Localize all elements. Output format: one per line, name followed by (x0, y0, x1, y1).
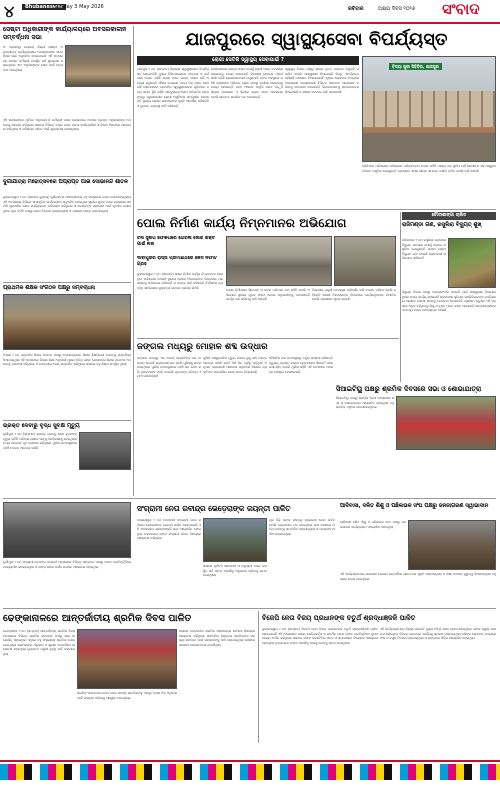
adivasi-text-2: ଏହି କାର୍ଯ୍ୟକ୍ରମରେ ସରକାରୀ ଯୋଜନା ସମ୍ପର୍କରେ ସଚେତନତା ସୃଷ୍ଟି କରାଯାଇଥିଲା ଓ ଶିକ୍ଷା ଉପରେ ଗୁରୁତ୍ୱ ଦିଆଯାଇଥିଲା ବହୁ ଲୋକ ଯୋଗ ଦେଇଥିଲେ (340, 572, 496, 581)
sangrami-text-2: ସଭାରେ ପୂର୍ବତନ ସହଯୋଗୀ ଓ ଅନୁଗାମୀ ମାନେ ଉପସ୍ଥିତ ରହି ତାଙ୍କ ଆଦର୍ଶକୁ ଅନୁସରଣ କରିବାକୁ ଶପଥ ନେଇଥିଲେ (203, 564, 267, 578)
right-top-text: ହସପିଟାଲ ପରିସରରେ ପରିଷ୍କାର ପରିଚ୍ଛନ୍ନତା ଅଭାବ ରହିଛି ପାନୀୟ ଜଳ ସୁବିଧା ନାହିଁ ରୋଗୀଙ୍କ ସହ ଆସୁଥିବା ପରିଜନ ଅସୁବିଧା ଭୋଗୁଛନ୍ତି ପ୍ରଶାସନ ଏହାର ଶୀଘ୍ର ସମାଧାନ କରିବା ଉଚିତ ବୋଲି ଦାବି ହେଉଛି (362, 164, 496, 173)
left-headline-3: ପ୍ରାଥମିକ ଶିକ୍ଷକ ସଂଗଠନ ପକ୍ଷରୁ ସମ୍ବର୍ଦ୍ଧନା (3, 285, 95, 291)
row-divider-1 (137, 209, 496, 210)
dhenkanal-text-2: ସଭାରେ ବକ୍ତାମାନେ ଶ୍ରମିକ ଆନ୍ଦୋଳନର ଇତିହାସ ବିଷୟରେ ଆଲୋଚନା କରିଥିଲେ ଅସଂଗଠିତ କ୍ଷେତ୍ରର ଶ୍ରମିକଙ୍କ ସମସ୍ୟା ସମାଧାନ ପାଇଁ ସରକାରଙ୍କୁ ଦାବି କରାଯାଇଥିଲା ଶେଷରେ ସହରରେ ଶୋଭାଯାତ୍ରା ବାହାରିଥିଲା (179, 629, 255, 647)
left-divider-2 (3, 282, 131, 283)
masthead-logo: ସଂବାଦ (442, 0, 480, 18)
sangrami-left-text: ଦୁର୍ଗାପୁର ୨ ମେ ସଂଗ୍ରାମୀ ନେତାଙ୍କ ଜୟନ୍ତୀ ଅବସରରେ ବିଭିନ୍ନ ସଙ୍ଗଠନ ପକ୍ଷରୁ ତାଙ୍କ ପ୍ରତିମୂର୍ତ୍ତିରେ ମାଲ୍ୟାର୍ପଣ କରାଯାଇଥିଲା ଓ ତାଙ୍କ ଜୀବନ ଦର୍ଶନ ଉପରେ ଆଲୋଚନା ହୋଇଥିଲା (3, 560, 131, 569)
left-article-1-text: ୨୮ ଲୋକବରୁ ନୟାଗଡ଼ ଜିଲ୍ଲା ସେଷ୍ଟା ଅଧିକାରୀଙ୍କ କାର୍ଯ୍ୟାଳୟରେ ଅବସରକାଳୀନ ସମ୍ବର୍ଦ୍ଧନା ସଭା ଅନୁଷ୍ଠିତ ହୋଇଯାଇଛି ଏହି ଅବସରରେ ସମସ୍ତ କର୍ମଚାରୀ ଉପସ୍ଥିତ ରହି ଶୁଭେଚ୍ଛା ଜଣାଇଥିଲେ ଏବଂ ଅଧିକାରୀଙ୍କ ସେବା ପାଇଁ ଧନ୍ୟବାଦ ଦେଇଥିଲେ (3, 45, 63, 72)
row-divider-4 (3, 608, 496, 609)
left-divider-1 (3, 176, 131, 177)
dhenkanal-headline: ଢେଙ୍କାନାଳରେ ଆନ୍ତର୍ଜାତୀୟ ଶ୍ରମିକ ଦିବସ ପାଳିତ (3, 613, 192, 624)
citu-headline: ସିଆଇଟିୟୁ ପକ୍ଷରୁ ଶ୍ରମିକ ଦିବସରେ ସଭା ଓ ଶୋଭାଯାତ୍ରା (336, 385, 482, 393)
left-photo-2 (3, 294, 131, 350)
left-article-2-text: ଭୁବନେଶ୍ୱର ୨ ମେ (ସମ୍ବାଦ ବ୍ୟୁରୋ) ଦୁର୍ଗାଯାତ୍ରା ମହୋତ୍ସବରେ ବହୁ ସଂଖ୍ୟାରେ ଭକ୍ତ ଯୋଗଦେଇଥିଲେ ଏହି ଅବସରରେ ବିଭିନ୍ନ ସାଂସ୍କୃତିକ କାର୍ଯ୍ୟକ୍ରମ ଅନୁଷ୍ଠିତ ହୋଇଥିଲା ସ୍ଥାନୀୟ ଯୁବକ ମାନେ ପ୍ରଶାସନ ସହ ମିଶି ଶୃଙ୍ଖଳିତ ଭାବେ କାର୍ଯ୍ୟକ୍ରମ ପରିଚାଳନା କରିଥିଲେ ଓ ସମସ୍ତଙ୍କ ସହଯୋଗ ପାଇଁ କୃତଜ୍ଞତା ଜଣାଇଥିଲେ ପୂଜା କମିଟି ପକ୍ଷରୁ ଭୋଗ ବିତରଣ କରାଯାଇଥିଲା ଓ ପ୍ରସାଦ ସେବନ କରାଯାଇଥିଲା (3, 195, 131, 213)
bridge-photo (226, 236, 332, 286)
right-photo-1 (448, 238, 496, 288)
left-article-3-text: ମିଶ୍ରୀ ୨ ମେ ପ୍ରାଥମିକ ଶିକ୍ଷକ ସଂଗଠନ ପକ୍ଷରୁ ଅବସରପ୍ରାପ୍ତ ଶିକ୍ଷକ ଶିକ୍ଷୟିତ୍ରୀ ମାନଙ୍କୁ ସମ୍ବର୍ଦ୍ଧନା ଦିଆଯାଇଥିଲା ଏହି ଅବସରରେ ଜିଲ୍ଲା ଶିକ୍ଷା ଅଧିକାରୀ ମୁଖ୍ୟ ଅତିଥି ଭାବେ ଯୋଗଦେଇ ଶିକ୍ଷକ ମାନଙ୍କ ଅବଦାନକୁ ପ୍ରଶଂସା କରିଥିଲେ ଓ ଉତ୍ତରୀୟ ଦେଇ ସମ୍ମାନିତ କରିଥିଲେ ସଭାରେ ବହୁ ଶିକ୍ଷକ ଉପସ୍ଥିତ ଥିଲେ (3, 353, 131, 367)
citu-text: ସିଆଇଟିୟୁ ପକ୍ଷରୁ ଶ୍ରମିକ ଦିବସ ଅବସରରେ ସଭା ଓ ଶୋଭାଯାତ୍ରା ଆୟୋଜିତ ହୋଇଥିଲା ବହୁ ଶ୍ରମିକ ଏଥିରେ ଯୋଗଦେଇଥିଲେ (336, 396, 394, 410)
left-photo-1 (65, 45, 131, 87)
right-article-1-text-b: ବିଦ୍ୟୁତ ବିଭାଗ ପକ୍ଷରୁ ଟ୍ରାନ୍ସଫର୍ମର ମରାମତି ପାଇଁ ଆଶ୍ୱାସନା ଦିଆଯାଇଥିଲେ ମଧ୍ୟ କାର୍ଯ୍ୟ ହୋଇନାହିଁ ଗ୍ରାମବାସୀ ଜୁନିୟର ଇଞ୍ଜିନିୟରଙ୍କ କାର୍ଯ୍ୟାଳୟ ଆଗରେ ଧାରଣା ଦେବାକୁ ଚେତାବନୀ ଦେଇଛନ୍ତି ଗ୍ରୀଷ୍ମ ଋତୁରେ ଏହି ସମସ୍ୟା ଅଧିକ ବଢ଼ିଥିବାରୁ ଶିଶୁ ଓ ବୃଦ୍ଧ ମାନେ କଷ୍ଟ ପାଉଛନ୍ତି ଛାତ୍ରଛାତ୍ରୀଙ୍କ ପାଠପଢ଼ା ମଧ୍ୟ ବାଧାପ୍ରାପ୍ତ ହେଉଛି (402, 290, 496, 313)
right-headline-1: ରାଜିମଣ୍ଡା ଗଣ, ରସୁଲିରା ବିଦ୍ୟୁତ୍ ଶୁଖ୍ (402, 222, 482, 228)
left-article-1-text-b: ଏହି ସମାରୋହରେ ପୂର୍ବତନ ଅଧିକାରୀ ଓ କର୍ମଚାରୀ ମାନେ ଯୋଗଦେଇ ଅବସର ପ୍ରାପ୍ତ ଅଧିକାରୀଙ୍କ ଅବଦାନକୁ ସ୍ମରଣ କରିଥିଲେ ସଭାରେ ବିଭିନ୍ନ ବକ୍ତା ମାନେ ତାଙ୍କ କାର୍ଯ୍ୟଶୈଳୀ ଓ ନିଷ୍ଠା ବିଷୟରେ ଆଲୋଚନା କରିଥିଲେ ଓ ଭବିଷ୍ୟତ ଜୀବନ ପାଇଁ ଶୁଭକାମନା ଜଣାଇଥିଲେ (3, 118, 131, 132)
photo-building (363, 91, 496, 127)
pole-headline: ପୋଲ ନିର୍ମାଣ କାର୍ଯ୍ୟ ନିମ୍ନମାନର ଅଭିଯୋଗ (137, 216, 347, 230)
color-registration-marks (0, 764, 500, 780)
hospital-photo (362, 56, 496, 162)
jungle-headline: ଜଙ୍ଗଲ ମଧ୍ୟରୁ ମୋହାଳ ଶବ୍ଦ ଉଦ୍ଧାର (137, 342, 268, 352)
sangrami-text-3: ଯୁବ ପିଢ଼ି ତାଙ୍କ ଜୀବନରୁ ପ୍ରେରଣା ନେବା ଉଚିତ ବୋଲି ବକ୍ତାମାନେ ମତ ଦେଇଥିଲେ ସଭା ଶେଷରେ ଅତିଥି ମାନଙ୍କୁ ସମ୍ମାନିତ କରାଯାଇଥିଲା ଓ ଧନ୍ୟବାଦ ଅର୍ପଣ କରାଯାଇଥିଲା (269, 518, 335, 536)
main-headline: ଯାଜପୁରରେ ସ୍ୱାସ୍ଥ୍ୟସେବା ବିପର୍ଯ୍ୟସ୍ତ (185, 30, 448, 50)
citu-photo (396, 396, 496, 450)
col-divider-left (133, 26, 134, 496)
photo-banner: ବିଦ୍ୟା ପୁରୀ ସିବିବିଲ, ଯାଜପୁର (389, 63, 442, 70)
center-band: ରୋଗୀ ସେତିକି ସ୍ୱାସ୍ଥ୍ୟ ସେବାପାଇଁ ? (137, 56, 359, 65)
jungle-text-2: ପୁଲିସ ଅସ୍ୱାଭାବିକ ମୃତ୍ୟୁ ମାମଲା ରୁଜୁ କରି ତଦନ୍ତ ଆରମ୍ଭ କରିଛି ଶବଟି କିଛି ଦିନ ପୂର୍ବରୁ ପଡ଼ିଥିବା ଅନୁମାନ କରାଯାଉଛି ଆଖପାଖ ଗ୍ରାମରେ ନିଖୋଜ ବ୍ୟକ୍ତିଙ୍କ ସମ୍ପର୍କରେ ଖୋଜ ଖବର ନିଆଯାଉଛି (203, 356, 267, 374)
left-article-4-text: ଦୁର୍ଗାପୁର ୨ ମେ (ସମ୍ବାଦ) ଭ୍ରକ୍ତ ଦେବାରୁ ଜଣେ ବୃଦ୍ଧଙ୍କ ମୃତ୍ୟୁ ଘଟିଛି ପରିବାର ଲୋକେ ତାଙ୍କୁ ମେଡ଼ିକାଲକୁ ନେଇଥିଲେ ମଧ୍ୟ ଡାକ୍ତର ମୃତ ଘୋଷଣା କରିଥିଲେ ପୁଲିସ ଘଟଣାସ୍ଥଳରେ ପହଞ୍ଚି ତଦନ୍ତ ଆରମ୍ଭ କରିଛି (3, 432, 77, 450)
sangrami-headline: ସଂଗ୍ରାମୀ ନେତା ରବୀନ୍ଦ୍ର ଭେଡ଼େରାଙ୍କ ଜୟନ୍ତୀ ପାଳିତ (137, 504, 291, 513)
page-number: ୪ (4, 2, 15, 21)
dhenkanal-photo (77, 629, 177, 689)
footer-rule (0, 760, 500, 762)
page-header (0, 0, 500, 24)
left-headline-1: ସେଷ୍ଟା ଅଧିକାରୀଙ୍କ କାର୍ଯ୍ୟାଳୟରେ ଅବସରକାଳୀନ ସମ୍ବର୍ଦ୍ଧନା ସଭା (3, 26, 127, 41)
day-or: ରବିବାର (348, 6, 364, 12)
left-divider-3 (3, 420, 131, 421)
center-mid-text: ପୋଲ ନିର୍ମାଣରେ ସିମେଣ୍ଟ ଓ ଛଡ଼ର ପରିମାଣ କମ୍ ରହିଛି ବୋଲି ଅଭିଯୋଗ ସ୍ଥାନୀୟ ଯୁବକ ଫଟୋ ଉଠାଇ ଅଧିକାରୀଙ୍କୁ ପଠାଇଛନ୍ତି କାର୍ଯ୍ୟ ବନ୍ଦ କରିବାକୁ ଦାବି ହୋଇଛି (226, 288, 310, 302)
bjp-text-2: ଏହି କାର୍ଯ୍ୟକ୍ରମରେ ଜିଲ୍ଲା ସଭାପତି ମୁଖ୍ୟ ଅତିଥି ଭାବେ ଯୋଗ ଦେଇଥିଲେ ତାଙ୍କ ଦ୍ୱାରା ଆରମ୍ଭ ହୋଇଥିବା ବିଭିନ୍ନ ଉନ୍ନୟନ କାର୍ଯ୍ୟକୁ ସ୍ମରଣ କରାଯାଇଥିଲା ଦରିଦ୍ର ଲୋକଙ୍କ ମଧ୍ୟରେ ଫଳ ଓ ବସ୍ତ୍ର ବିତରଣ କରାଯାଇଥିଲା ଓ ରକ୍ତଦାନ ଶିବିର ଆୟୋଜିତ ହୋଇଥିଲା (380, 627, 496, 641)
dhenkanal-text-3: ଶ୍ରମିକ ସଙ୍ଗଠନର ନେତା ମାନେ ସମସ୍ତ ଶ୍ରମିକଙ୍କୁ ଏକଜୁଟ ହୋଇ ନିଜ ଅଧିକାର ପାଇଁ ସଂଗ୍ରାମ କରିବାକୁ ଆହ୍ୱାନ ଦେଇଥିଲେ (77, 691, 177, 700)
photo-road (363, 133, 496, 162)
adivasi-headline: ଆଦିବାସୀ, ଦଳିତ ଶିଶୁ ଓ ପଛିଲଭଳ ସଂଘ ପକ୍ଷରୁ ଜନଜାଗରଣ ସ୍ୱାଭାଦାନ (340, 503, 489, 509)
sangrami-photo-center (203, 518, 267, 562)
center-text-2: ମେଡ଼ିକାଲରେ ଶଯ୍ୟା ଅଭାବ ଯୋଗୁଁ ରୋଗୀ ମାନେ ଚଟାଣରେ ଶୋଇବାକୁ ବାଧ୍ୟ ହେଉଛନ୍ତି ବିଶେଷଜ୍ଞ ଡାକ୍ତର ପଦବୀ ଖାଲି ପଡ଼ିଛି ଲାବୋରେଟୋରୀ ଯନ୍ତ୍ରପାତି ଅଚଳ ଅବସ୍ଥାରେ ରହିଛି ରୋଗୀଙ୍କ ପରିବାର ଲୋକ ବାହାରୁ ପରୀକ୍ଷା କରାଇବାକୁ ବାଧ୍ୟ ହେଉଛନ୍ତି ଯାହା ଫଳରେ ଆର୍ଥିକ ବୋଝ ବଢ଼ୁଛି ଜିଲ୍ଲା ପ୍ରଶାସନ ଏ ଦିଗରେ ଧ୍ୟାନ ଦେବା ଆବଶ୍ୟକ ବୋଲି ସଚେତନ ନାଗରିକ ମତ ଦେଇଛନ୍ତି (211, 67, 283, 99)
sangrami-text-1: ବାଲେଶ୍ୱର ୨ ମେ (ସମ୍ବାଦ) ସଂଗ୍ରାମୀ ନେତା ରବୀନ୍ଦ୍ର ଭେଡ଼େରାଙ୍କ ଜୟନ୍ତୀ ପାଳିତ ହୋଇଯାଇଛି ଏହି ଅବସରରେ ଶ୍ରଦ୍ଧାଞ୍ଜଳି ସଭା ଆୟୋଜିତ ହୋଇଥିଲା ବକ୍ତାମାନେ ତାଙ୍କ ସଂଗ୍ରାମୀ ଜୀବନ ବିଷୟରେ ଆଲୋଚନା କରିଥିଲେ (137, 518, 201, 541)
left-headline-2: ଦୁର୍ଗାଯାତ୍ରା ମହୋତ୍ସବରେ ଅପ୍ରାପ୍ତ ପାଇଁ ସୋଭାନନ୍ଦ ଶୀତଳ (3, 179, 128, 185)
center-left-headline-1: ଚିନା ସୁନାଗ ଫେକିଗରେ ଗେରିଲି ଜୋରି ଶକ୍ତି ପାଇଁ ନାନା (137, 236, 215, 247)
city-label: Bhubaneswar (22, 4, 66, 10)
left-column (3, 26, 131, 496)
jungle-text-1: ଜଙ୍ଗଲ ମଧ୍ୟରୁ ଏକ ଅଜଣା ବ୍ୟକ୍ତିଙ୍କ ଶବ ଉଦ୍ଧାର ହୋଇଛି ଗ୍ରାମବାସୀ ଶବ ଦେଖି ପୁଲିସକୁ ଖବର ଦେଇଥିଲେ ପୁଲିସ ଘଟଣାସ୍ଥଳରେ ପହଞ୍ଚି ଶବ ଜବତ କରି ବ୍ୟବଚ୍ଛେଦ ପାଇଁ ପଠାଇଛି ମୃତକଙ୍କ ପରିଚୟ ଏଯାଏଁ ଜଣାପଡ଼ିନାହିଁ (137, 356, 201, 379)
bjp-text-1: ଭୁବନେଶ୍ୱର ୨ ମେ (ସମ୍ବାଦ) ବିଜେପି ନେତା ବିଜୟ ପ୍ରଧାନଙ୍କ ଚତୁର୍ଥ ଶ୍ରଦ୍ଧାଞ୍ଜଳି ପାଳିତ ହୋଇଯାଇଛି ଏହି ଅବସରରେ ଦଳୀୟ କାର୍ଯ୍ୟକର୍ତ୍ତା ଓ ସମର୍ଥକ ମାନେ ତାଙ୍କ ପ୍ରତିକୃତିରେ ପୁଷ୍ପମାଲ୍ୟ ଅର୍ପଣ କରିଥିଲେ ସଭାରେ ତାଙ୍କ ରାଜନୈତିକ ଜୀବନ ଓ ସମାଜସେବା ବିଷୟରେ ଆଲୋଚନା ହୋଇଥିଲା ବକ୍ତାମାନେ ତାଙ୍କ ଆଦର୍ଶକୁ ଆଗକୁ ନେବାକୁ ଶପଥ ନେଇଥିଲେ (262, 627, 378, 645)
adivasi-text-1: ଆଦିବାସୀ ଦଳିତ ଶିଶୁ ଓ ପଛିଲଭଳ ସଂଘ ପକ୍ଷରୁ ଜନଜାଗରଣ କାର୍ଯ୍ୟକ୍ରମ ଆୟୋଜିତ ହୋଇଥିଲା (340, 520, 406, 529)
sangrami-photo-left (3, 502, 131, 558)
row-divider-2 (137, 338, 399, 339)
bjp-headline: ବିଜେପି ନେତା ବିଜୟ ପ୍ରଧାନଙ୍କ ଚତୁର୍ଥ ଶ୍ରଦ୍ଧାଞ୍ଜଳି ପାଳିତ (262, 614, 416, 622)
row-divider-3 (3, 498, 496, 499)
center-left-text: ଭୁବନେଶ୍ୱର ୨ ମେ (ସମ୍ବାଦ) ରାସ୍ତା ନିର୍ମାଣ କାର୍ଯ୍ୟ ନିମ୍ନମାନର ହେଉଥିବା ଅଭିଯୋଗ ହୋଇଛି ସ୍ଥାନୀୟ ଲୋକେ ଠିକାଦାରଙ୍କ ବିରୋଧରେ ପ୍ରଶାସନକୁ ଅଭିଯୋଗ କରିଛନ୍ତି ଓ ତଦନ୍ତ ଦାବି କରିଛନ୍ତି ନିର୍ମାଣରେ ବ୍ୟବହୃତ ସାମଗ୍ରୀର ଗୁଣବତ୍ତା ଉପରେ ପ୍ରଶ୍ନ ଉଠିଛି (137, 272, 223, 290)
center-text-3: ସ୍ୱାସ୍ଥ୍ୟ ବିଭାଗ ପକ୍ଷରୁ ଶୀଘ୍ର ନୂତନ ଡାକ୍ତର ନିଯୁକ୍ତି କରାଯିବ ବୋଲି ଆଶ୍ୱାସନା ଦିଆଯାଇଛି କିନ୍ତୁ ଏପର୍ଯ୍ୟନ୍ତ କୌଣସି ପଦକ୍ଷେପ ନିଆଯାଇନାହିଁ ଏଥିରେ ଲୋକଙ୍କ ମଧ୍ୟରେ ଅସନ୍ତୋଷ ଦେଖାଦେଇଛି ବିଭିନ୍ନ ସଙ୍ଗଠନ ଆନ୍ଦୋଳନ କରିବାକୁ ଚେତାବନୀ ଦେଇଛନ୍ତି ଜିଲ୍ଲାପାଳଙ୍କୁ ସ୍ମାରକପତ୍ର ଦିଆଯାଇଛି ଓ ଶୀଘ୍ର ସମାଧାନ ଦାବି କରାଯାଇଛି (285, 67, 359, 94)
col-divider-right (400, 212, 401, 382)
adivasi-photo (408, 520, 496, 570)
center-right-text: ବିଭାଗୀୟ ଯନ୍ତ୍ରୀ ଘଟଣାସ୍ଥଳ ପରିଦର୍ଶନ କରି ତଦନ୍ତ କରିବେ ବୋଲି କହିଛନ୍ତି ଦୋଷୀ ଠିକାଦାରଙ୍କ ବିରୋଧରେ କାର୍ଯ୍ୟାନୁଷ୍ଠାନ ନିଆଯିବ ବୋଲି ପ୍ରଶାସନ ସୂଚନା ଦେଇଛି (312, 288, 396, 302)
col-divider-bottom (258, 611, 259, 743)
bridge-photo-2 (334, 236, 396, 286)
left-headline-4: ଭ୍ରକ୍ତ ଦେବାରୁ ବୃଦ୍ଧ ସୁବକ୍ଷ ମୃତ୍ୟୁ (3, 423, 80, 429)
left-photo-3 (79, 432, 131, 470)
right-band: ଚୌତୀଶୀଙ୍ଗା ଚାଲିତ (402, 212, 496, 220)
center-text-1: ଯାଜପୁର ୨ ମେ (ସମ୍ବାଦ) ଜିଲ୍ଲାର ସ୍ୱାସ୍ଥ୍ୟସେବା ବିପର୍ଯ୍ୟସ୍ତ ହୋଇପଡ଼ିଛି ମୁଖ୍ୟ ଚିକିତ୍ସାଳୟରେ ଡାକ୍ତର ଓ କର୍ମଚାରୀ ଅଭାବ ରହିଛି ରୋଗୀ ମାନେ ଘଣ୍ଟା ଘଣ୍ଟା ଧରି ଅପେକ୍ଷା କରୁଛନ୍ତି ଔଷଧ ଯୋଗାଣ ମଧ୍ୟ ଠିକ୍ ଭାବେ ହେଉନାହିଁ ଗ୍ରାମାଞ୍ଚଳର ପ୍ରାଥମିକ ସ୍ୱାସ୍ଥ୍ୟକେନ୍ଦ୍ର ଗୁଡ଼ିକରେ ମଧ୍ୟ ସମାନ ସ୍ଥିତି ରହିଛି ଆମ୍ବୁଲାନ୍ସ ସେବା ଅନିୟମିତ ହୋଇଥିବାରୁ ଜରୁରୀକାଳୀନ ରୋଗୀ ଅସୁବିଧାର ସମ୍ମୁଖୀନ ହେଉଛନ୍ତି ସ୍ଥାନୀୟ ଲୋକେ ସରକାରଙ୍କ ଦୃଷ୍ଟି ଆକର୍ଷଣ କରିଛନ୍ତି ଓ ତୁରନ୍ତ ବ୍ୟବସ୍ଥା ଦାବି କରିଛନ୍ତି (137, 67, 209, 108)
center-left-headline-2: ଦାବାପୁରର ରାସ୍ତା ପ୍ରମାଣର୍ଥରେ କେସ ନଫାଁଟି ଗ୍ରହ (137, 256, 218, 267)
dhenkanal-text-1: ଢେଙ୍କାନାଳ ୨ ମେ (ସମ୍ବାଦ) ଆନ୍ତର୍ଜାତୀୟ ଶ୍ରମିକ ଦିବସ ଅବସରରେ ବିଭିନ୍ନ ଶ୍ରମିକ ସଙ୍ଗଠନ ପକ୍ଷରୁ ସଭା ଆୟୋଜିତ ହୋଇଥିଲା ଏଥିରେ ବହୁ ସଂଖ୍ୟାରେ ଶ୍ରମିକ ଯୋଗ ଦେଇଥିଲେ ଶ୍ରମିକଙ୍କ ଅଧିକାର ଓ ସୁରକ୍ଷା ସମ୍ପର୍କରେ ଆଲୋଚନା ହୋଇଥିଲା ନ୍ୟୂନତମ ମଜୁରୀ ବୃଦ୍ଧି ଦାବି କରାଯାଇଥିଲା (3, 629, 75, 656)
jungle-text-3: ବୈଜ୍ଞାନିକ ଦଳ ଘଟଣାସ୍ଥଳରୁ ନମୁନା ସଂଗ୍ରହ କରିଛନ୍ତି ମୃତ୍ୟୁର ପ୍ରକୃତ କାରଣ ବ୍ୟବଚ୍ଛେଦ ରିପୋର୍ଟ ପରେ ଜଣାପଡ଼ିବ ବୋଲି ପୁଲିସ କହିଛି ଏହି ଘଟଣାରେ ଅଞ୍ଚଳରେ ଚାଞ୍ଚଲ୍ୟ ଦେଖାଦେଇଛି (269, 356, 333, 374)
date-or: ଅକ୍ଷ୍ୟ ଦିବସ ୨୦୨୬ (378, 6, 416, 12)
date-en: Sunday 3 May 2026 (54, 4, 104, 10)
right-article-1-text: ରାଜିମଣ୍ଡା ୨ ମେ ରସୁଲିରା ଗ୍ରାମରେ ବିଦ୍ୟୁତ୍ ସମସ୍ୟା ଯୋଗୁଁ ଲୋକେ ଅସୁବିଧା ଭୋଗୁଛନ୍ତି ଘଣ୍ଟା ଘଣ୍ଟା ବିଦ୍ୟୁତ କାଟ ହେଉଛି ଗ୍ରାମବାସୀ ଅଭିଯୋଗ କରିଛନ୍ତି (402, 238, 446, 261)
